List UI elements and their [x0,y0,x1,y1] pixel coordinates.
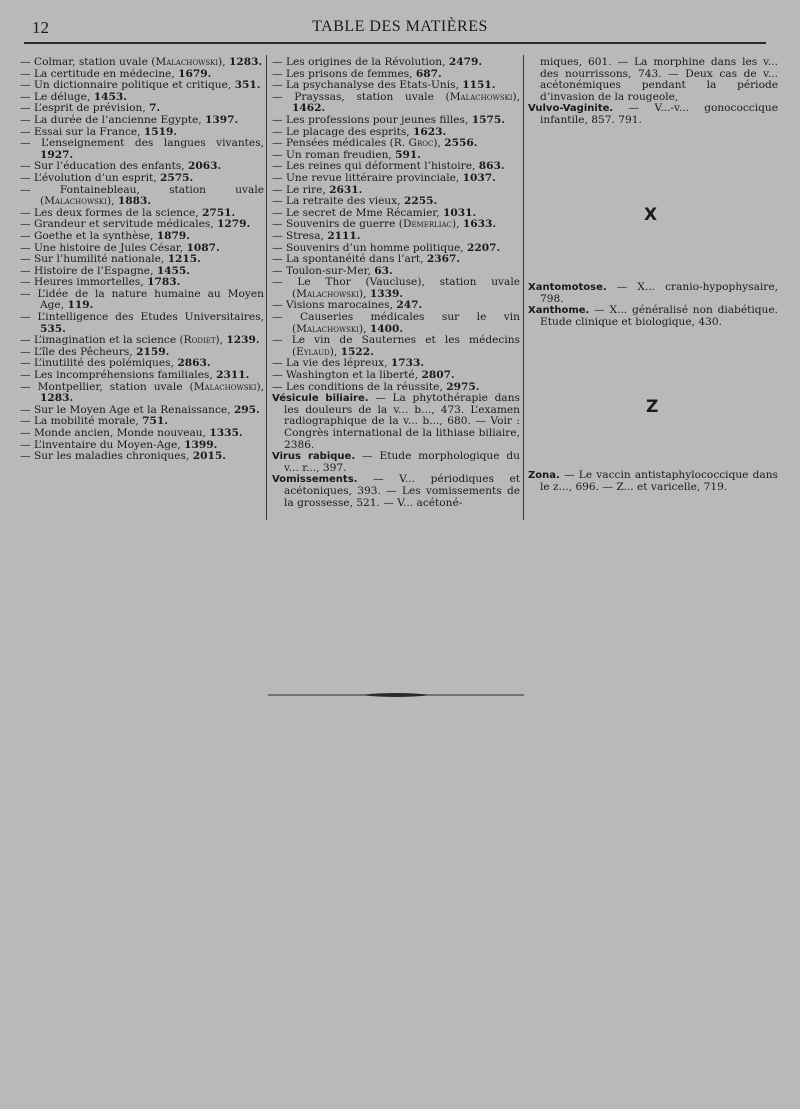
entry-title: — Sur les maladies chroniques, [20,450,190,463]
index-entry [20,451,264,463]
entry-title: — La retraite des vieux, [272,195,401,208]
index-entry [272,277,520,300]
page-reference: 751. [142,415,168,428]
page-reference: 2367. [426,253,461,266]
column-divider [523,55,524,520]
page-reference: 2975. [446,380,480,393]
index-entry [20,289,264,312]
page-reference: 2207. [467,241,501,254]
page-reference: 1239. [226,334,260,347]
page-reference: 1037. [462,171,496,184]
entry-title: — L’intelligence des Etudes Universitaires, [20,311,264,324]
page-reference: 1151. [462,79,496,92]
page-reference: 1453. [93,90,127,103]
page-reference: 2159. [136,345,170,358]
entry-title: — Pensées médicales (R. [272,137,409,150]
page-reference: 1087. [186,241,220,254]
headword-text: — V... périodiques et acétoniques, 393. — Les vomissements de la grossesse, 521. — V... acétoné- [284,473,520,509]
page-reference: 1399. [184,438,218,451]
page-reference: 2255. [403,195,438,208]
headword: Vulvo-Vaginite. [528,103,614,115]
page-reference: 1522. [340,345,374,358]
entry-title-end: ), [215,334,224,347]
entry-title: — Le Thor (Vaucluse), station uvale ( [272,276,520,300]
entry-title: — Les professions pour jeunes filles, [272,113,469,126]
entry-title: — Le rire, [272,183,326,196]
index-entry [20,185,264,208]
headword: Vomissements. [272,474,358,486]
entry-title: — Goethe et la synthèse, [20,229,154,242]
headword-text: — Le vaccin antistaphylococcique dans le z..., 696. — Z... et varicelle, 719. [540,469,778,493]
index-entry [20,382,264,405]
headword-entry [528,282,778,305]
entry-author: Groc [408,137,434,150]
page-reference: 1633. [462,218,497,231]
entry-title: — La spontanéité dans l’art, [272,253,424,266]
section-letter-x: X [644,205,658,225]
entry-title: — Toulon-sur-Mer, [272,264,371,277]
entry-author: Demerliac [402,218,452,231]
index-entry [272,92,520,115]
page-reference: 1927. [40,148,74,161]
entry-title: — La certitude en médecine, [20,67,175,80]
headword: Virus rabique. [272,451,356,463]
entry-author: Malachowski [449,90,513,103]
entry-title: — Le secret de Mme Récamier, [272,206,440,219]
headword-text: — X... généralisé non diabétique. Etude clinique et biologique, 430. [540,304,778,328]
page-reference: 535. [40,322,66,335]
entry-title: — La mobilité morale, [20,415,139,428]
page-reference: 1335. [209,427,243,439]
headword-entry [528,103,778,126]
column-3-headwords [528,103,778,126]
index-entry [20,312,264,335]
headword-entry [272,451,520,474]
page-reference: 63. [374,264,393,277]
entry-title: — Les prisons de femmes, [272,67,413,80]
column-2-entries [272,57,520,393]
entry-title: — Les reines qui déforment l’histoire, [272,160,476,173]
entry-title: — Grandeur et servitude médicales, [20,218,214,231]
entry-title: — L’enseignement des langues vivantes, [20,137,264,150]
headword-entry [528,305,778,328]
page-reference: 1783. [147,276,181,289]
entry-title-end: ), [358,287,367,300]
page-reference: 1623. [413,125,447,138]
column-2-headwords [272,393,520,509]
entry-title: — Une histoire de Jules César, [20,241,184,254]
page-reference: 1339. [369,287,404,300]
entry-title: — Le vin de Sauternes et les médecins ( [272,334,520,358]
entry-title: — Heures immortelles, [20,276,144,289]
entry-title: — Essai sur la France, [20,125,141,138]
page-reference: 1733. [390,357,425,370]
entry-title: — Un dictionnaire politique et critique, [20,79,232,92]
page-reference: 1215. [167,253,201,266]
entry-title: — Prayssas, station uvale ( [272,90,450,103]
entry-title: — Montpellier, station uvale ( [20,380,194,393]
entry-title-end: ), [433,137,441,150]
page-reference: 2111. [327,229,361,242]
entry-title: — L’inventaire du Moyen-Age, [20,438,181,451]
ornamental-rule [268,692,524,698]
entry-title: — L’imagination et la science ( [20,334,184,347]
page-reference: 119. [67,299,94,312]
entry-author: Malachowski [296,287,359,300]
headword: Xantomotose. [528,282,607,293]
entry-title: — La durée de l’ancienne Egypte, [20,113,202,126]
entry-title: — Causeries médicales sur le vin ( [272,311,520,335]
entry-title-end: ), [451,218,460,231]
x-section [528,282,778,328]
headword: Zona. [528,470,560,481]
page-reference: 591. [395,148,421,161]
page-reference: 1283. [40,392,74,405]
entry-title: — La vie des lépreux, [272,357,388,370]
entry-title: — L’esprit de prévision, [20,102,146,115]
entry-title: — Fontainebleau, station uvale ( [20,183,264,208]
entry-title: — L’évolution d’un esprit, [20,171,157,184]
page-reference: 2556. [444,137,478,150]
entry-author: Rodiet [183,334,216,347]
entry-title: — Visions marocaines, [272,299,393,312]
entry-title: — Le déluge, [20,90,91,103]
page-reference: 2575. [159,171,194,184]
entry-title-end: ), [218,56,226,68]
entry-title: — Les origines de la Révolution, [272,56,446,68]
entry-title: — Le placage des esprits, [272,125,410,138]
index-column-2 [272,57,520,509]
headword-text: — V...-v... gonococcique infantile, 857. 791. [540,102,778,126]
entry-title-end: ), [106,195,115,208]
page-reference: 351. [234,79,261,92]
entry-title: — Colmar, station uvale ( [20,56,156,68]
entry-author: Malachowski [296,322,359,335]
entry-title: — Souvenirs d’un homme politique, [272,241,464,254]
entry-author: Malachowski [193,380,257,393]
page-reference: 1400. [369,322,404,335]
column-divider [266,55,267,520]
page-reference: 1455. [156,264,190,277]
page-reference: 2015. [192,450,226,463]
entry-title: — Sur l’humilité nationale, [20,253,165,266]
headword-text: — Etude morphologique du v... r..., 397. [284,450,520,474]
index-entry [20,138,264,161]
page-reference: 7. [149,102,161,115]
entry-title: — L’idée de la nature humaine au Moyen Age, [20,287,264,312]
headword-text: — X... cranio-hypophysaire, 798. [540,281,778,305]
page-reference: 2479. [448,56,483,68]
section-letter-z: Z [646,397,659,417]
headword-text: — La phytothérapie dans les douleurs de la v... b..., 473. L’examen radiographique de la v... b..., 680. — Voir : Congrès international de la lithiase biliaire, 2386. [284,392,520,451]
entry-title: — Souvenirs de guerre ( [272,218,403,231]
index-entry [272,335,520,358]
headword-entry [272,474,520,509]
page-reference: 247. [396,299,423,312]
entry-title: — Un roman freudien, [272,148,392,161]
entry-title: — Washington et la liberté, [272,369,419,382]
page-reference: 295. [233,403,260,416]
entry-title: — La psychanalyse des Etats-Unis, [272,79,459,92]
page-reference: 1883. [117,195,152,208]
entry-author: Malachowski [155,56,219,68]
headword: Xanthome. [528,305,590,317]
entry-title-end: ), [256,380,264,393]
page-reference: 1397. [205,113,239,126]
index-column-1 [20,57,264,463]
page-reference: 1575. [471,113,505,126]
page-reference: 687. [415,67,442,80]
entry-title-end: ), [329,345,338,358]
entry-title: — L’inutilité des polémiques, [20,357,174,370]
page-reference: 1879. [156,229,190,242]
entry-author: Eylaud [296,345,330,358]
page-reference: 1031. [443,206,477,219]
index-column-3 [528,57,778,127]
page-reference: 2063. [188,160,222,173]
z-section [528,470,778,493]
headword: Vésicule biliaire. [272,393,369,405]
page-title: TABLE DES MATIÈRES [312,18,488,35]
entry-title: — Les conditions de la réussite, [272,380,443,393]
entry-title: — Stresa, [272,229,324,242]
entry-author: Malachowski [44,195,107,208]
page-reference: 1679. [178,67,212,80]
headword-entry [528,470,778,493]
page-reference: 1283. [229,56,263,68]
page-reference: 1279. [217,218,251,231]
continued-entry: miques, 601. — La morphine dans les v... des nourrissons, 743. — Deux cas de v... acétonémiques pendant la période d’invasion de la rougeole, [540,56,778,103]
page-reference: 2863. [177,357,211,370]
entry-title: — Sur le Moyen Age et la Renaissance, [20,403,231,416]
entry-title: — L’île des Pêcheurs, [20,345,133,358]
entry-title: — Les deux formes de la science, [20,206,199,219]
entry-title: — Une revue littéraire provinciale, [272,171,460,184]
page-reference: 1462. [292,102,326,115]
entry-title: — Histoire de l’Espagne, [20,264,154,277]
entry-title-end: ), [358,322,367,335]
entry-title: — Monde ancien, Monde nouveau, [20,427,206,439]
page-reference: 1519. [143,125,178,138]
page-reference: 2631. [329,183,363,196]
page-reference: 863. [478,160,505,173]
entry-title: — Les incompréhensions familiales, [20,369,213,382]
page-reference: 2751. [202,206,236,219]
page-reference: 2807. [421,369,455,382]
headword-entry [272,393,520,451]
page-reference: 2311. [216,369,250,382]
entry-title-end: ), [512,90,520,103]
entry-title: — Sur l’éducation des enfants, [20,160,185,173]
page-number: 12 [32,18,49,37]
header-rule [24,42,766,44]
index-entry [272,312,520,335]
